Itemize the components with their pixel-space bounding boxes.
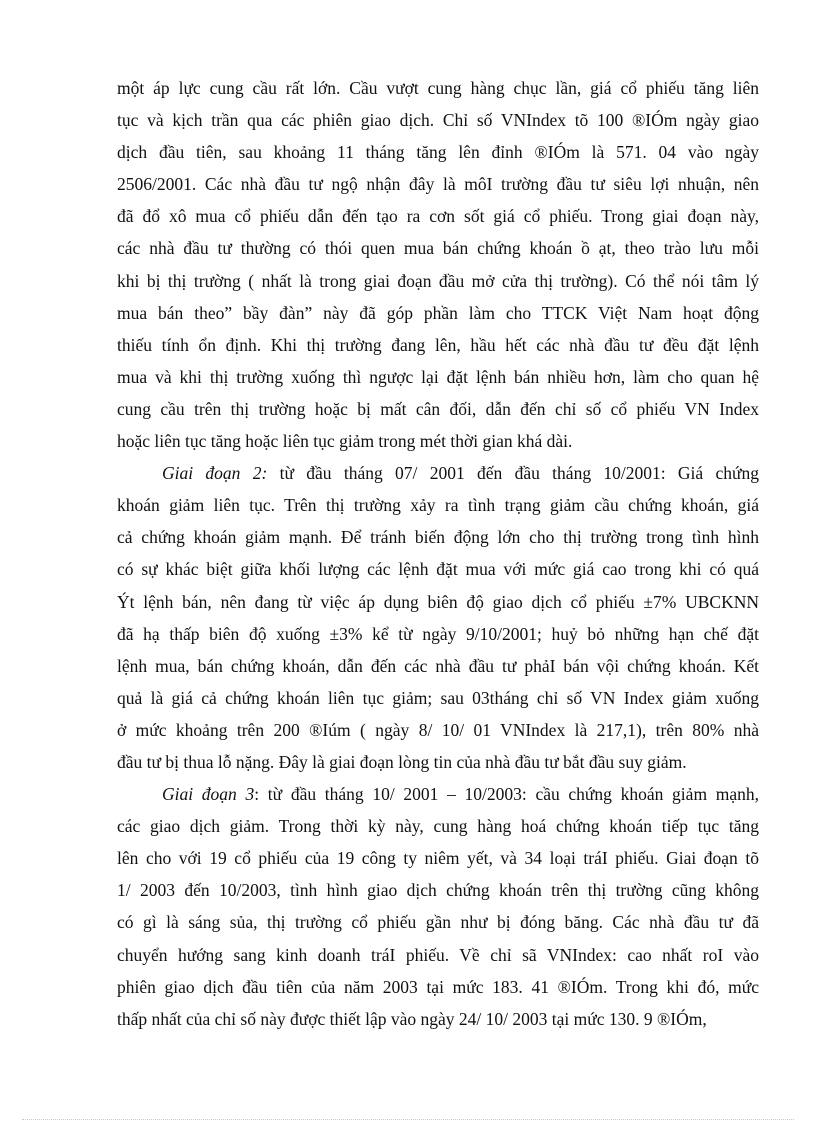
text-line: có gì là sáng sủa, thị trường cổ phiếu gần như bị đóng băng. Các nhà đầu tư đã xyxy=(117,912,759,933)
text-line: các nhà đầu tư thường có thói quen mua bán chứng khoán ồ ạt, theo trào lưu mỗi xyxy=(117,238,759,259)
text-line: các giao dịch giảm. Trong thời kỳ này, cung hàng hoá chứng khoán tiếp tục tăng xyxy=(117,816,759,837)
text-line: thấp nhất của chỉ số này được thiết lập vào ngày 24/ 10/ 2003 tại mức 130. 9 ®IÓm, xyxy=(117,1008,707,1029)
text-line: mua và khi thị trường xuống thì ngược lại đặt lệnh bán nhiều hơn, làm cho quan hệ xyxy=(117,366,759,387)
text-line-rest: : từ đầu tháng 10/ 2001 – 10/2003: cầu chứng khoán giảm mạnh, xyxy=(254,784,759,805)
text-line: chuyển hướng sang kinh doanh tráI phiếu. Về chỉ sã VNIndex: cao nhất roI vào xyxy=(117,944,759,965)
paragraph-phase-2 xyxy=(117,457,759,778)
paragraph-phase-1 xyxy=(117,72,759,457)
text-line: lệnh mua, bán chứng khoán, dẫn đến các nhà đầu tư phảI bán vội chứng khoán. Kết xyxy=(117,655,759,676)
text-line: phiên giao dịch đầu tiên của năm 2003 tại mức 183. 41 ®IÓm. Trong khi đó, mức xyxy=(117,976,759,997)
text-line: tục và kịch trần qua các phiên giao dịch. Chỉ số VNIndex tõ 100 ®IÓm ngày giao xyxy=(117,110,759,131)
phase-label: Giai đoạn 2: xyxy=(162,463,268,484)
text-line-rest: từ đầu tháng 07/ 2001 đến đầu tháng 10/2001: Giá chứng xyxy=(267,463,759,484)
text-line: ở mức khoảng trên 200 ®Iúm ( ngày 8/ 10/ 01 VNIndex là 217,1), trên 80% nhà xyxy=(117,719,759,740)
paragraph-phase-3 xyxy=(117,778,759,1035)
phase-label: Giai đoạn 3 xyxy=(162,784,255,805)
text-line: khi bị thị trường ( nhất là trong giai đoạn đầu mở cửa thị trường). Có thể nói tâm lý xyxy=(117,270,759,291)
text-line: cả chứng khoán giảm mạnh. Để tránh biến động lớn cho thị trường trong tình hình xyxy=(117,527,759,548)
text-line: khoán giảm liên tục. Trên thị trường xảy ra tình trạng giảm cầu chứng khoán, giá xyxy=(117,495,759,516)
text-line: hoặc liên tục tăng hoặc liên tục giảm trong mét thời gian khá dài. xyxy=(117,431,573,452)
text-line: một áp lực cung cầu rất lớn. Cầu vượt cung hàng chục lần, giá cổ phiếu tăng liên xyxy=(117,78,759,98)
text-line: dịch đầu tiên, sau khoảng 11 tháng tăng lên đỉnh ®IÓm là 571. 04 vào ngày xyxy=(117,142,759,163)
text-line: Ýt lệnh bán, nên đang từ việc áp dụng biên độ giao dịch cổ phiếu ±7% UBCKNN xyxy=(117,591,759,612)
text-line: mua bán theo” bầy đàn” này đã góp phần làm cho TTCK Việt Nam hoạt động xyxy=(117,302,759,323)
page-bottom-border xyxy=(22,1119,794,1120)
text-line: thiếu tính ổn định. Khi thị trường đang lên, hầu hết các nhà đầu tư đều đặt lệnh xyxy=(117,334,759,355)
text-line: đã hạ thấp biên độ xuống ±3% kể từ ngày 9/10/2001; huỷ bỏ những hạn chế đặt xyxy=(117,623,759,644)
document-page xyxy=(117,72,759,1035)
text-line: đầu tư bị thua lỗ nặng. Đây là giai đoạn lòng tin của nhà đầu tư bắt đầu suy giảm. xyxy=(117,751,687,772)
text-line: cung cầu trên thị trường hoặc bị mất cân đối, dẫn đến chỉ số cổ phiếu VN Index xyxy=(117,398,759,419)
text-line: 1/ 2003 đến 10/2003, tình hình giao dịch chứng khoán trên thị trường cũng không xyxy=(117,880,759,901)
text-line: lên cho với 19 cổ phiếu của 19 công ty niêm yết, và 34 loại tráI phiếu. Giai đoạn tõ xyxy=(117,848,759,869)
text-line: đã đổ xô mua cổ phiếu dẫn đến tạo ra cơn sốt giá cổ phiếu. Trong giai đoạn này, xyxy=(117,206,759,227)
text-line xyxy=(117,778,759,810)
text-line: 2506/2001. Các nhà đầu tư ngộ nhận đây là môI trường đầu tư siêu lợi nhuận, nên xyxy=(117,174,759,195)
text-line xyxy=(117,457,759,489)
text-line: có sự khác biệt giữa khối lượng các lệnh đặt mua với mức giá cao trong khi có quá xyxy=(117,559,759,580)
text-line: quả là giá cả chứng khoán liên tục giảm; sau 03tháng chỉ số VN Index giảm xuống xyxy=(117,687,759,708)
